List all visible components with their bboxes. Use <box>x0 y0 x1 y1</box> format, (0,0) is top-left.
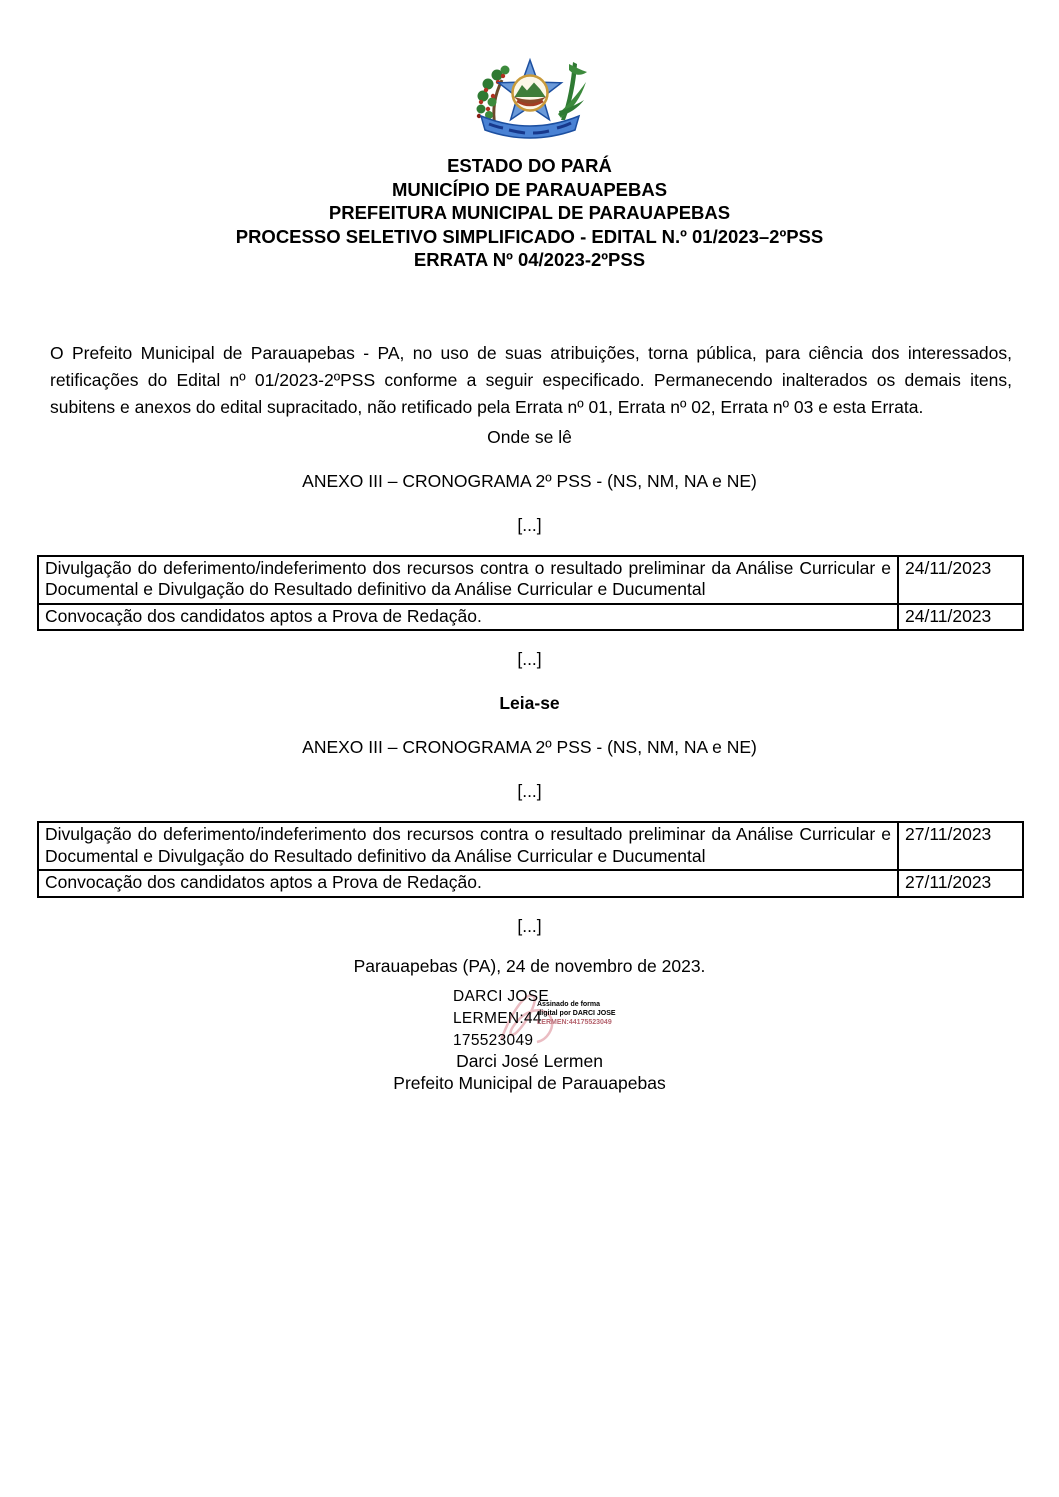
activity-cell: Convocação dos candidatos aptos a Prova de Redação. <box>38 604 898 631</box>
anexo-title-onde: ANEXO III – CRONOGRAMA 2º PSS - (NS, NM, NA e NE) <box>302 470 757 491</box>
header-line-errata: ERRATA Nº 04/2023-2ºPSS <box>413 249 646 270</box>
table-row <box>38 604 1023 631</box>
activity-cell: Divulgação do deferimento/indeferimento dos recursos contra o resultado preliminar da Análise Curricular e Documental e Divulgação do Resultado definitivo da Análise Curricular e Ducumental <box>38 556 898 604</box>
crest-container <box>0 0 1059 151</box>
table-row <box>38 870 1023 897</box>
stamp-big-line: 175523049 <box>453 1031 534 1049</box>
intro-paragraph: O Prefeito Municipal de Parauapebas - PA, no uso de suas atribuições, torna pública, para ciência dos interessados, retificações do Edital nº 01/2023-2ºPSS conforme a seguir especificado. Permanecendo inalterados os demais itens, subitens e anexos do edital supracitado, não retificado pela Errata nº 01, Errata nº 02, Errata nº 03 e esta Errata. <box>50 342 1012 417</box>
date-cell: 27/11/2023 <box>898 822 1023 870</box>
ellipsis-line: [...] <box>517 915 542 936</box>
stamp-details <box>537 1000 616 1027</box>
digital-signature-stamp <box>453 986 753 1048</box>
place-date-line: Parauapebas (PA), 24 de novembro de 2023. <box>353 955 706 976</box>
header-line-estado: ESTADO DO PARÁ <box>447 155 612 176</box>
date-cell: 24/11/2023 <box>898 556 1023 604</box>
table-row <box>38 556 1023 604</box>
leia-se-label: Leia-se <box>499 693 560 713</box>
header-line-processo: PROCESSO SELETIVO SIMPLIFICADO - EDITAL N.º 01/2023–2ºPSS <box>235 225 824 247</box>
date-cell: 27/11/2023 <box>898 870 1023 897</box>
header-line-municipio: MUNICÍPIO DE PARAUAPEBAS <box>391 178 668 200</box>
stamp-signer-id <box>453 986 549 1052</box>
activity-cell: Convocação dos candidatos aptos a Prova de Redação. <box>38 870 898 897</box>
stamp-small-line: Assinado de forma <box>537 1000 601 1008</box>
stamp-small-line: LERMEN:44175523049 <box>537 1018 612 1026</box>
onde-se-le-label: Onde se lê <box>487 426 572 447</box>
stamp-big-line: DARCI JOSE <box>453 987 550 1005</box>
schedule-table-onde <box>37 555 1024 632</box>
ellipsis-line: [...] <box>517 514 542 535</box>
right-branch <box>558 62 587 120</box>
ellipsis-line: [...] <box>517 649 542 669</box>
stamp-small-line: digital por DARCI JOSE <box>537 1009 616 1017</box>
schedule-table-leia <box>37 821 1024 898</box>
signer-title: Prefeito Municipal de Parauapebas <box>393 1072 666 1093</box>
document-header <box>0 154 1059 272</box>
anexo-title-leia: ANEXO III – CRONOGRAMA 2º PSS - (NS, NM, NA e NE) <box>302 737 757 757</box>
table-row <box>38 822 1023 870</box>
stamp-big-line: LERMEN:44 <box>453 1009 542 1027</box>
activity-cell: Divulgação do deferimento/indeferimento dos recursos contra o resultado preliminar da Análise Curricular e Documental e Divulgação do Resultado definitivo da Análise Curricular e Ducumental <box>38 822 898 870</box>
header-line-prefeitura: PREFEITURA MUNICIPAL DE PARAUAPEBAS <box>328 202 731 223</box>
center-landscape <box>512 76 547 111</box>
date-cell: 24/11/2023 <box>898 604 1023 631</box>
signer-name: Darci José Lermen <box>456 1050 603 1071</box>
ellipsis-line: [...] <box>517 781 542 801</box>
parauapebas-coat-of-arms-icon <box>465 54 595 146</box>
